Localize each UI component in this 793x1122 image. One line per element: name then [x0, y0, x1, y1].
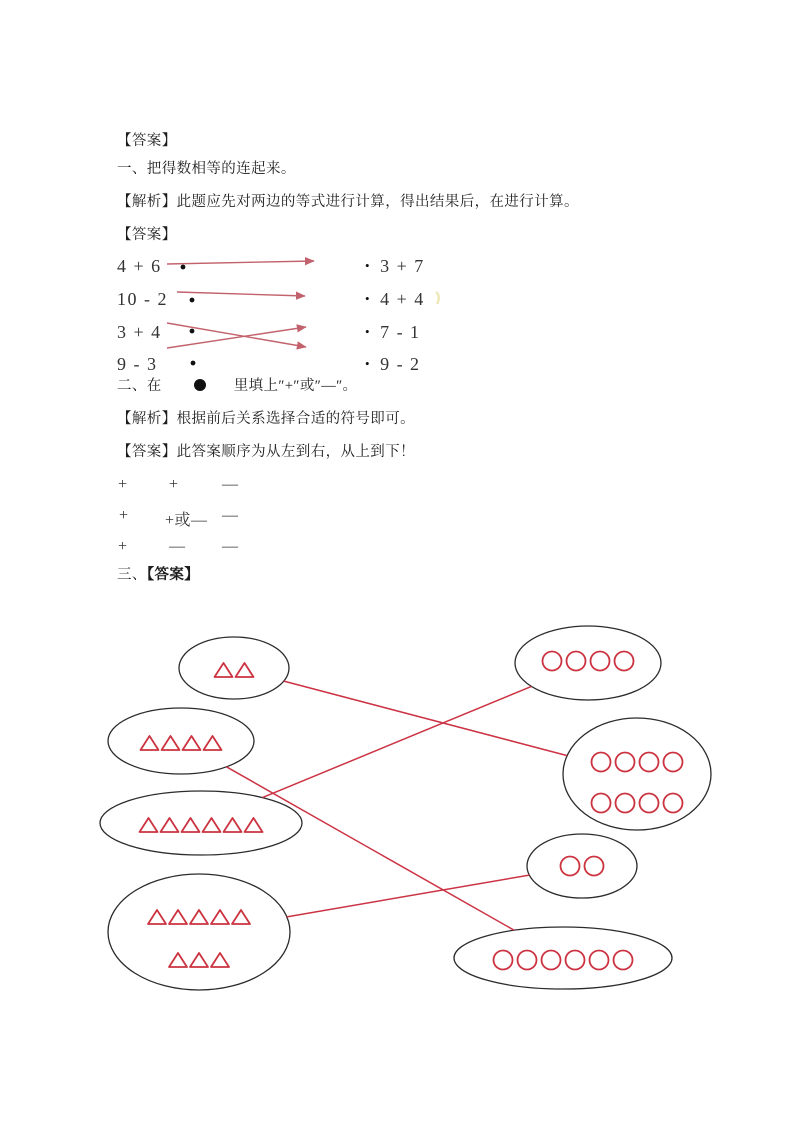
- part2-title-suffix: 里填上″+″或″—″。: [233, 378, 358, 394]
- triangle-shape: [224, 818, 242, 832]
- set-ellipse: [563, 718, 711, 830]
- circle-shape: [592, 753, 611, 772]
- bullet-dot-icon: •: [365, 356, 372, 371]
- part2-title-prefix: 二、在: [117, 378, 162, 394]
- triangle-shape: [140, 818, 158, 832]
- triangle-shape: [203, 818, 221, 832]
- circle-shape: [561, 857, 580, 876]
- part1-title: 一、把得数相等的连起来。: [117, 161, 296, 177]
- match-right-label: 4 + 4: [380, 289, 425, 309]
- triangle-shape: [190, 910, 208, 924]
- triangle-shape: [236, 663, 254, 677]
- connector-dot: [181, 265, 186, 270]
- match-left-item: 10 - 2: [117, 289, 168, 309]
- sign-cell: +或—: [165, 512, 208, 529]
- part3-title-prefix: 三、: [117, 567, 147, 583]
- circle-shape: [590, 951, 609, 970]
- bullet-dot-icon: •: [365, 291, 372, 306]
- match-left-item: 3 + 4: [117, 322, 162, 342]
- part2-analysis: 【解析】根据前后关系选择合适的符号即可。: [117, 411, 415, 427]
- match-line: [262, 686, 531, 797]
- bullet-dot-icon: •: [365, 324, 372, 339]
- connector-dot: [190, 329, 195, 334]
- circle-shape: [543, 652, 562, 671]
- triangle-shape: [204, 736, 222, 750]
- set-ellipse: [179, 637, 289, 699]
- sign-cell: —: [169, 538, 186, 555]
- circle-shape: [664, 753, 683, 772]
- match-line: [226, 767, 514, 930]
- match-left-item: 9 - 3: [117, 354, 158, 374]
- triangle-shape: [190, 953, 208, 967]
- sign-cell: +: [169, 476, 179, 493]
- triangle-shape: [215, 663, 233, 677]
- triangle-shape: [148, 910, 166, 924]
- match-right-item: [365, 354, 421, 375]
- filled-circle-icon: [194, 379, 206, 391]
- circle-shape: [566, 951, 585, 970]
- sign-cell: —: [222, 476, 239, 493]
- circle-shape: [664, 794, 683, 813]
- match-right-item: [365, 289, 425, 310]
- set-ellipse: [108, 708, 254, 774]
- part3-title-answer: 【答案】: [146, 567, 200, 583]
- circle-shape: [616, 794, 635, 813]
- match-right-label: 3 + 7: [380, 256, 425, 276]
- match-arrow: [167, 327, 306, 348]
- match-arrow: [167, 261, 314, 264]
- set-ellipse: [108, 874, 290, 990]
- triangle-shape: [169, 910, 187, 924]
- circle-shape: [494, 951, 513, 970]
- circle-shape: [518, 951, 537, 970]
- triangle-shape: [169, 953, 187, 967]
- triangle-shape: [141, 736, 159, 750]
- answers-heading: 【答案】: [117, 133, 177, 149]
- stray-pen-mark: [436, 292, 439, 304]
- triangle-shape: [162, 736, 180, 750]
- triangle-shape: [232, 910, 250, 924]
- match-left-item: 4 + 6: [117, 256, 162, 276]
- set-ellipse: [515, 626, 661, 700]
- part1-answer-label: 【答案】: [117, 227, 177, 243]
- circle-shape: [567, 652, 586, 671]
- circle-shape: [640, 753, 659, 772]
- circle-shape: [614, 951, 633, 970]
- match-line: [287, 875, 529, 917]
- set-ellipse: [100, 791, 302, 855]
- triangle-shape: [183, 736, 201, 750]
- match-right-label: 9 - 2: [380, 354, 421, 374]
- triangle-shape: [245, 818, 263, 832]
- circle-shape: [591, 652, 610, 671]
- match-line: [284, 681, 567, 756]
- set-ellipse: [527, 834, 637, 898]
- match-arrow: [177, 292, 305, 296]
- circle-shape: [592, 794, 611, 813]
- sign-cell: +: [118, 538, 128, 555]
- circle-shape: [615, 652, 634, 671]
- triangle-shape: [211, 953, 229, 967]
- circle-shape: [585, 857, 604, 876]
- circle-shape: [616, 753, 635, 772]
- match-arrow: [167, 323, 306, 347]
- sign-cell: —: [222, 538, 239, 555]
- part2-answer-note: 【答案】此答案顺序为从左到右，从上到下！: [117, 444, 415, 460]
- circle-shape: [542, 951, 561, 970]
- match-right-item: [365, 322, 421, 343]
- sign-cell: —: [222, 507, 239, 524]
- part1-analysis: 【解析】此题应先对两边的等式进行计算，得出结果后，在进行计算。: [117, 194, 579, 210]
- circle-shape: [640, 794, 659, 813]
- part2-title: [117, 377, 357, 395]
- triangle-shape: [182, 818, 200, 832]
- sign-cell: +: [119, 507, 129, 524]
- connector-dot: [190, 298, 195, 303]
- match-right-item: [365, 256, 425, 277]
- triangle-shape: [161, 818, 179, 832]
- part3-title: [117, 566, 199, 584]
- set-ellipse: [454, 927, 672, 989]
- sign-cell: +: [118, 476, 128, 493]
- triangle-shape: [211, 910, 229, 924]
- bullet-dot-icon: •: [365, 258, 372, 273]
- connector-dot: [191, 361, 196, 366]
- match-right-label: 7 - 1: [380, 322, 421, 342]
